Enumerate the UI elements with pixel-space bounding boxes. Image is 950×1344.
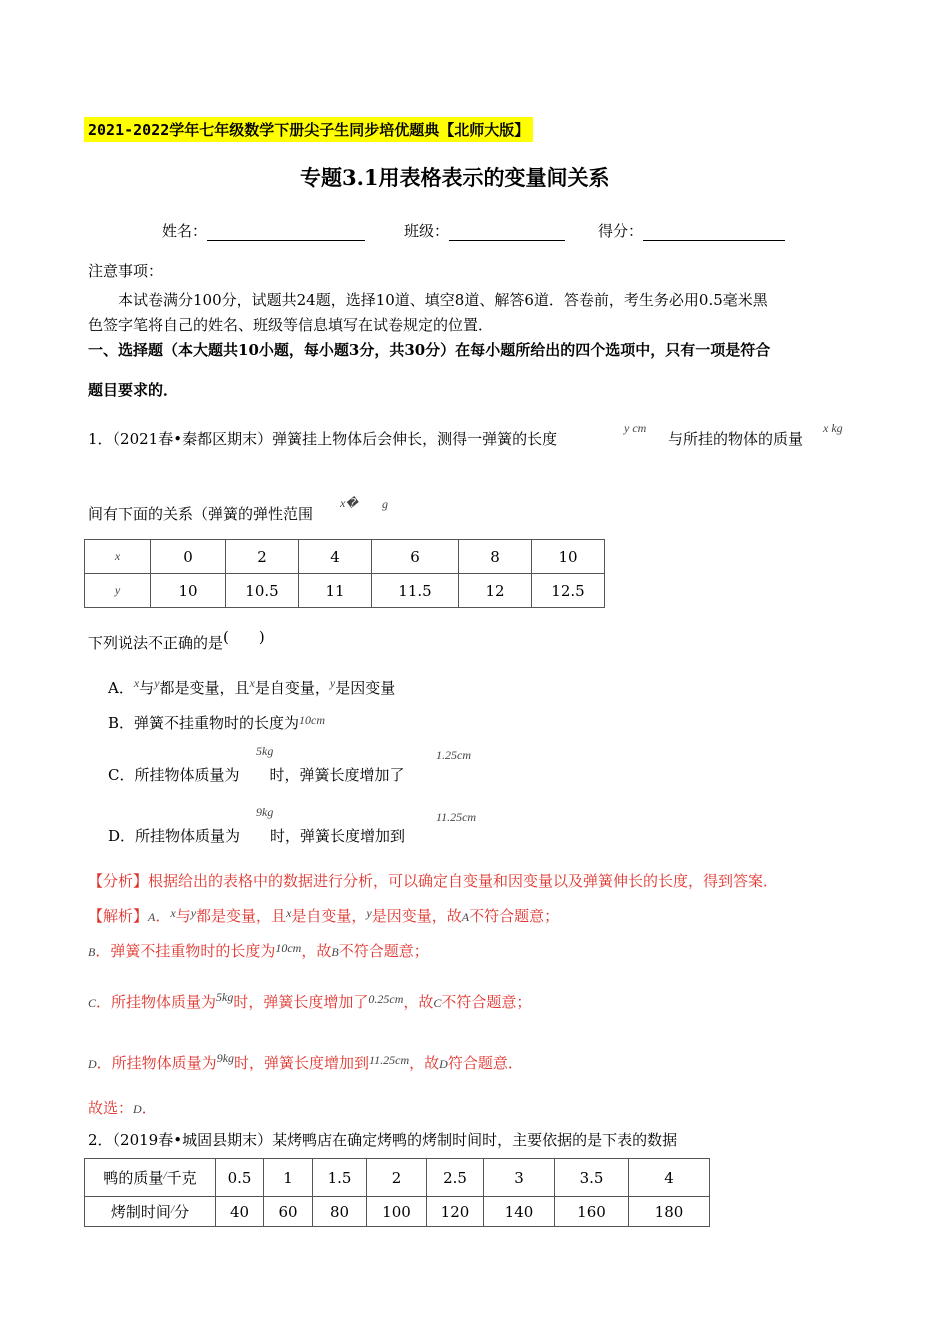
q1-table-header-x: x: [85, 540, 151, 574]
q1-solution-a: 【解析】A．$^x$与$^y$都是变量，且$^x$是自变量，$^y$是因变量，故A不符合题意；: [88, 906, 560, 925]
q2-table-cell: 140: [484, 1197, 555, 1227]
class-field[interactable]: [404, 220, 565, 241]
q2-table-cell: 120: [427, 1197, 484, 1227]
q1-optd-math2: 11.25cm: [436, 810, 477, 824]
q2-table-cell: 2.5: [427, 1159, 484, 1197]
q1-table-header-y: y: [85, 574, 151, 608]
q2-table-cell: 40: [216, 1197, 264, 1227]
q1-solution-c: C．所挂物体质量为$^{5kg}$时，弹簧长度增加了$^{0.25cm}$，故C不符合题意；: [88, 990, 532, 1011]
q1-analysis: 【分析】根据给出的表格中的数据进行分析，可以确定自变量和因变量以及弹簧伸长的长度，得到答案．: [88, 872, 779, 890]
q2-table: [84, 1158, 710, 1227]
q2-table-cell: 0.5: [216, 1159, 264, 1197]
q2-table-row-mass: [85, 1159, 710, 1197]
q1-table-cell: 8: [459, 540, 532, 574]
q2-table-cell: 1.5: [313, 1159, 367, 1197]
q1-table-cell: 0: [151, 540, 226, 574]
q2-mass-label: 鸭的质量/千克: [85, 1159, 216, 1197]
q2-table-cell: 3.5: [555, 1159, 629, 1197]
q1-option-d[interactable]: D．所挂物体质量为 时，弹簧长度增加到: [108, 827, 406, 845]
q1-table-cell: 6: [372, 540, 459, 574]
q1-option-a[interactable]: A．$^x$与$^y$都是变量，且$^x$是自变量，$^y$是因变量: [108, 676, 396, 697]
name-field[interactable]: [162, 220, 365, 241]
q1-table-cell: 10.5: [226, 574, 299, 608]
q2-table-cell: 100: [367, 1197, 427, 1227]
q1-table-cell: 10: [532, 540, 605, 574]
q1-stem-c: 间有下面的关系（弹簧的弹性范围: [88, 505, 314, 523]
q2-stem: 2．（2019春•城固县期末）某烤鸭店在确定烤鸭的烤制时间时，主要依据的是下表的数据: [88, 1131, 678, 1149]
q1-answer: 故选：D．: [88, 1099, 157, 1117]
q1-table-cell: 11: [299, 574, 372, 608]
q1-table-cell: 2: [226, 540, 299, 574]
q1-optc-math1: 5kg: [256, 744, 274, 758]
q2-table-cell: 2: [367, 1159, 427, 1197]
q1-table-row-x: [85, 540, 605, 574]
q1-table-cell: 11.5: [372, 574, 459, 608]
q1-range-x: x�: [340, 496, 358, 510]
q2-time-label: 烤制时间/分: [85, 1197, 216, 1227]
q1-stem-b: 与所挂的物体的质量: [668, 430, 804, 448]
section-heading-line2: 题目要求的．: [88, 381, 179, 399]
q1-table-row-y: [85, 574, 605, 608]
q1-solution-d: D．所挂物体质量为$^{9kg}$时，弹簧长度增加到$^{11.25cm}$，故D符合题意．: [88, 1051, 523, 1072]
q2-table-cell: 60: [264, 1197, 313, 1227]
q1-ask: 下列说法不正确的是( ): [88, 628, 265, 652]
q1-table-cell: 10: [151, 574, 226, 608]
q1-stem-a: 1．（2021春•秦都区期末）弹簧挂上物体后会伸长，测得一弹簧的长度: [88, 430, 558, 448]
q1-table-cell: 4: [299, 540, 372, 574]
q1-var-x-kg: x kg: [823, 421, 843, 435]
q1-table: [84, 539, 605, 608]
q2-table-cell: 1: [264, 1159, 313, 1197]
score-field[interactable]: [598, 220, 785, 241]
q2-table-cell: 80: [313, 1197, 367, 1227]
section-heading-line1: 一、选择题（本大题共10小题，每小题3分，共30分）在每小题所给出的四个选项中，只有一项是符合: [88, 341, 771, 359]
score-label: 得分：: [598, 222, 644, 240]
q1-solution-b: B．弹簧不挂重物时的长度为$^{10cm}$，故B不符合题意；: [88, 941, 429, 960]
score-blank[interactable]: [643, 226, 785, 241]
q2-table-row-time: [85, 1197, 710, 1227]
q2-table-cell: 160: [555, 1197, 629, 1227]
page-title: 专题3.1用表格表示的变量间关系: [300, 165, 610, 190]
class-label: 班级：: [404, 222, 450, 240]
q2-table-cell: 3: [484, 1159, 555, 1197]
notice-line1: 本试卷满分100分，试题共24题，选择10道、填空8道、解答6道．答卷前，考生务必用0.5毫米黑: [118, 291, 768, 309]
q1-option-b[interactable]: B．弹簧不挂重物时的长度为$^{10cm}$: [108, 713, 326, 732]
series-banner: 2021-2022学年七年级数学下册尖子生同步培优题典【北师大版】: [84, 117, 533, 142]
q1-optd-math1: 9kg: [256, 805, 274, 819]
class-blank[interactable]: [449, 226, 565, 241]
q1-table-cell: 12.5: [532, 574, 605, 608]
notice-line2: 色签字笔将自己的姓名、班级等信息填写在试卷规定的位置．: [88, 316, 494, 334]
q1-var-y-cm: y cm: [624, 421, 647, 435]
q1-table-cell: 12: [459, 574, 532, 608]
q1-option-c[interactable]: C．所挂物体质量为 时，弹簧长度增加了: [108, 766, 405, 784]
q2-table-cell: 4: [629, 1159, 710, 1197]
name-label: 姓名：: [162, 222, 208, 240]
q1-optc-math2: 1.25cm: [436, 748, 471, 762]
q2-table-cell: 180: [629, 1197, 710, 1227]
q1-range-g: g: [382, 497, 388, 511]
name-blank[interactable]: [207, 226, 365, 241]
notice-heading: 注意事项：: [88, 262, 164, 280]
